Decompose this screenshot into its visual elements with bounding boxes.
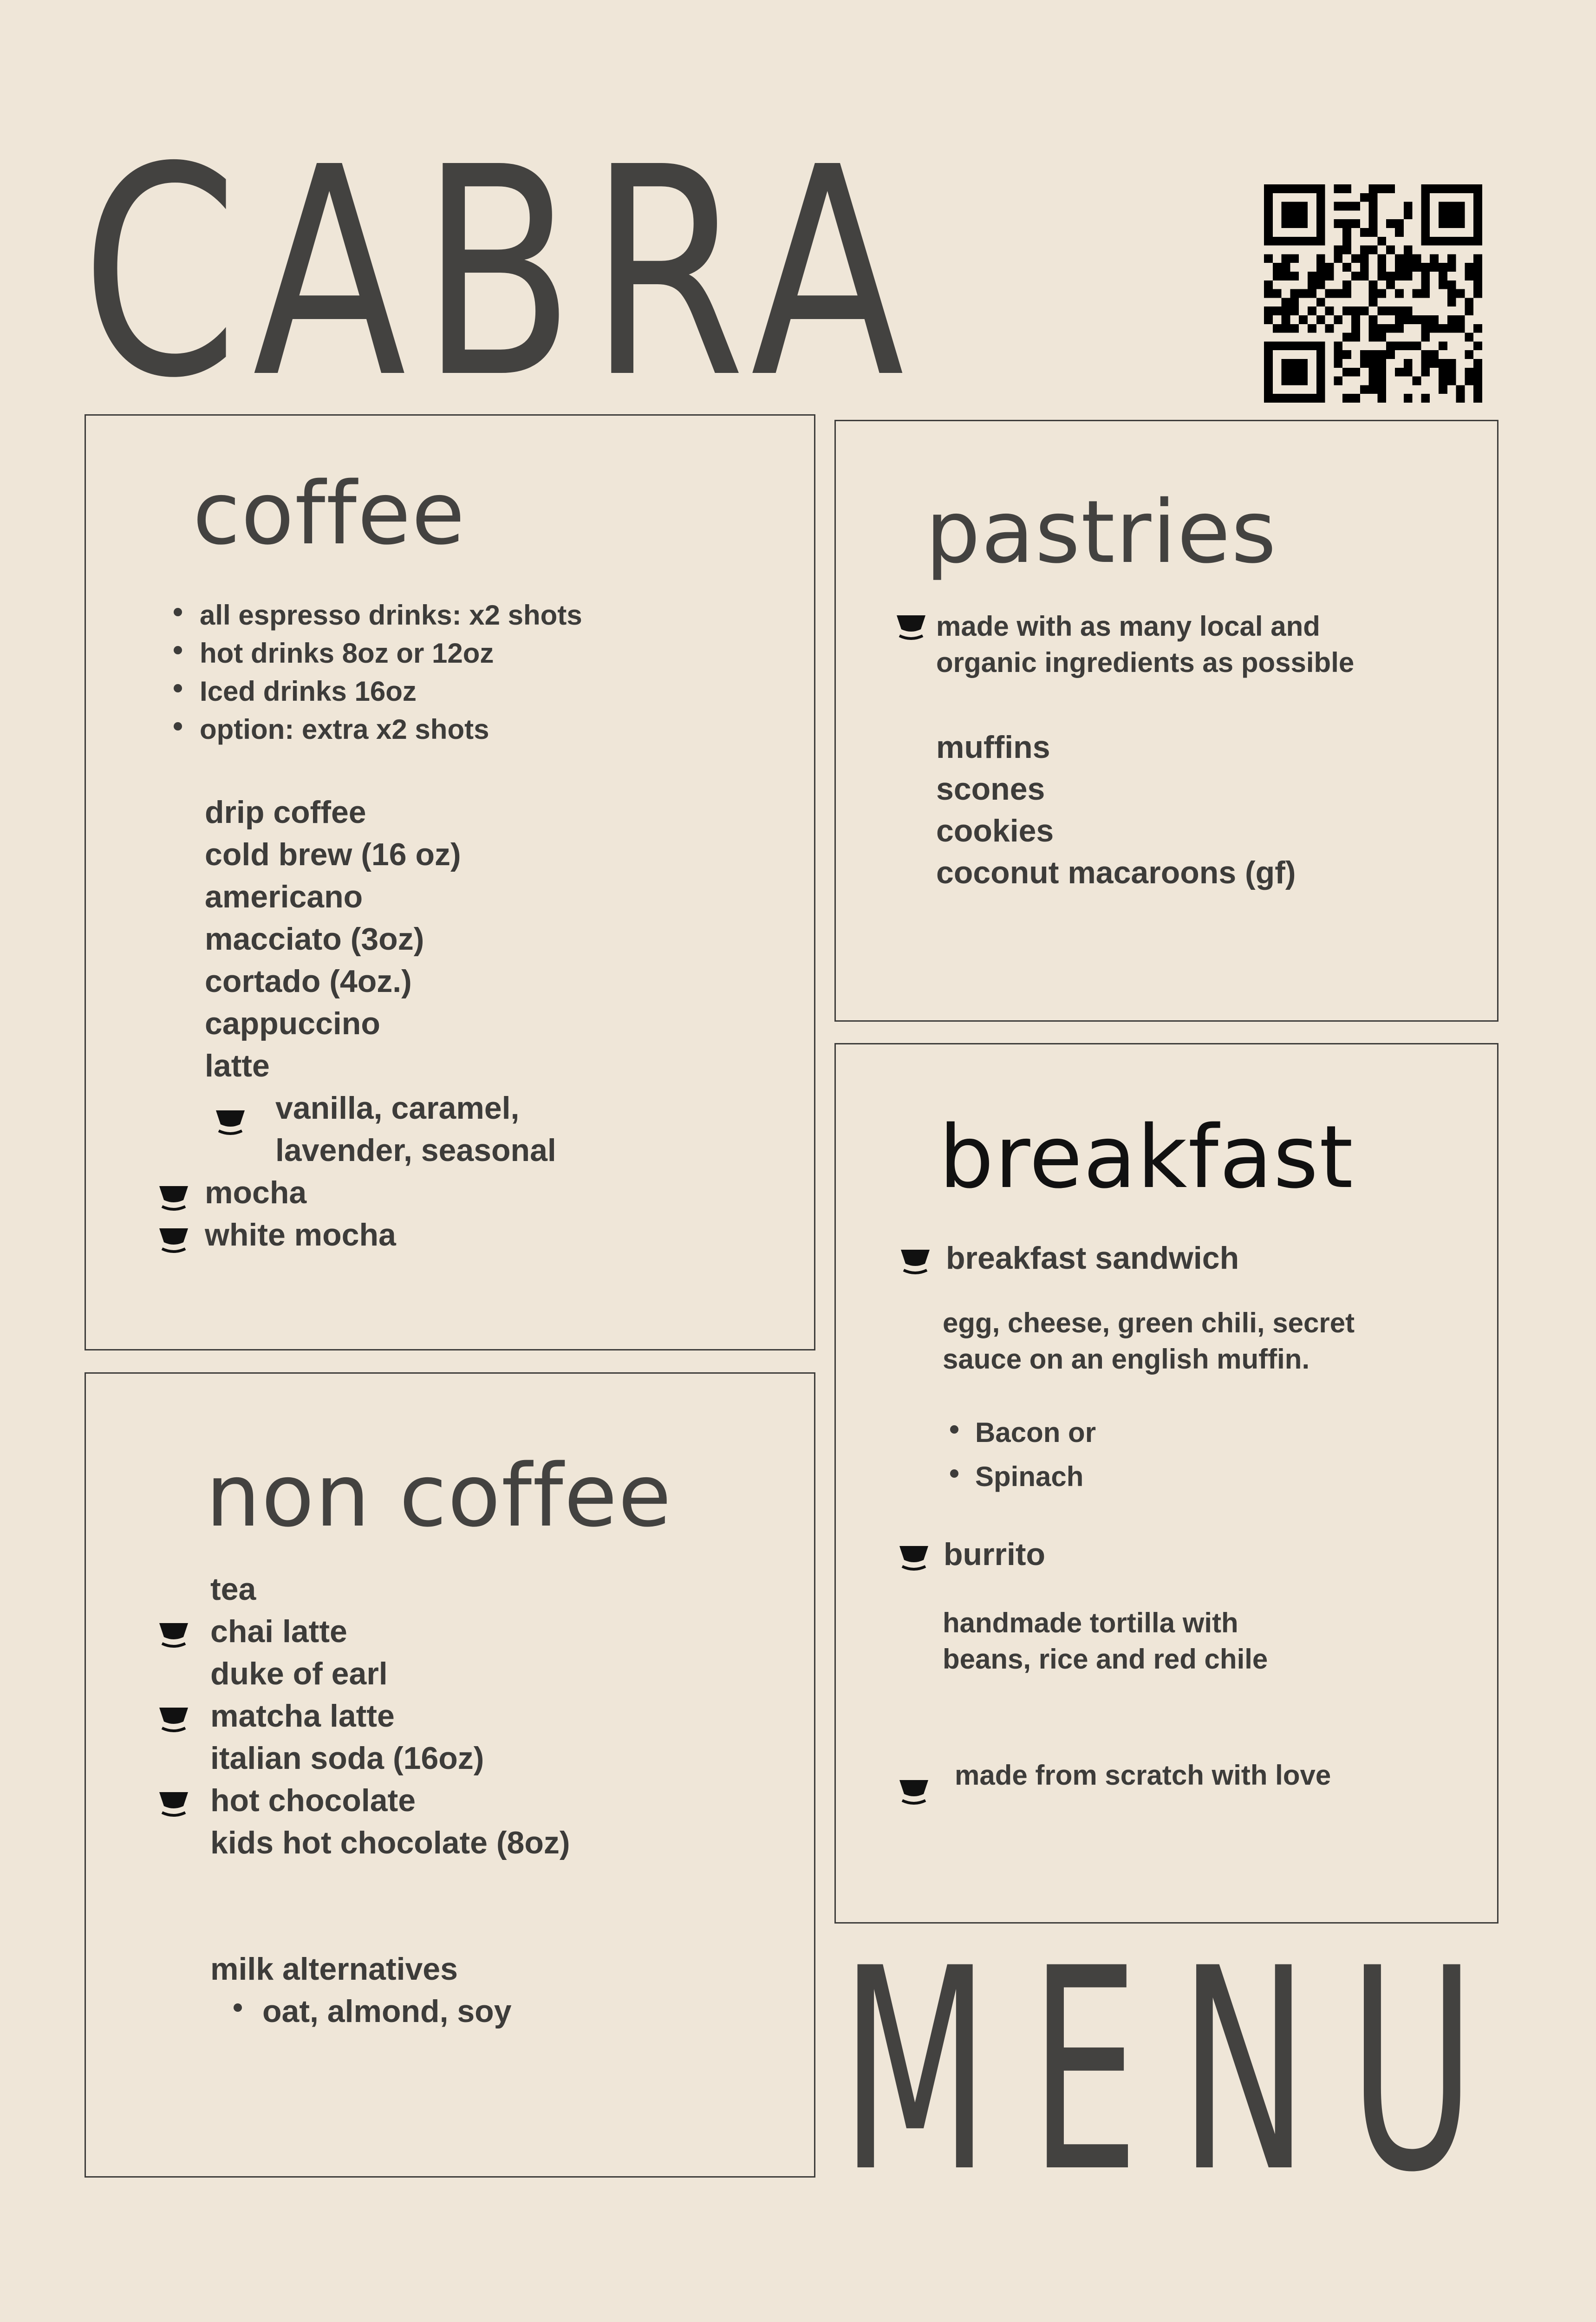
breakfast-heading: breakfast <box>939 1107 1354 1207</box>
pastry-item: cookies <box>936 813 1054 848</box>
bullet-dot <box>950 1425 958 1434</box>
breakfast-sandwich-description: sauce on an english muffin. <box>943 1344 1310 1375</box>
non-coffee-item: matcha latte <box>210 1698 395 1734</box>
coffee-cup-icon <box>898 1543 930 1572</box>
coffee-item: drip coffee <box>205 795 366 830</box>
menu-title: CABRA <box>81 106 919 441</box>
coffee-note: hot drinks 8oz or 12oz <box>200 638 494 669</box>
bullet-dot <box>950 1469 958 1478</box>
coffee-cup-icon <box>157 1620 190 1649</box>
breakfast-panel <box>834 1043 1498 1924</box>
non-coffee-heading: non coffee <box>206 1445 672 1546</box>
pastries-note: organic ingredients as possible <box>936 647 1355 678</box>
non-coffee-item: chai latte <box>210 1614 347 1649</box>
latte-flavors: vanilla, caramel, <box>275 1090 520 1126</box>
pastries-panel <box>834 420 1498 1022</box>
non-coffee-item: duke of earl <box>210 1656 388 1691</box>
breakfast-sandwich-title: breakfast sandwich <box>946 1240 1239 1276</box>
coffee-heading: coffee <box>193 463 466 564</box>
pastry-item: coconut macaroons (gf) <box>936 855 1296 890</box>
pastries-heading: pastries <box>925 482 1277 582</box>
coffee-cup-icon <box>898 1777 930 1806</box>
coffee-cup-icon <box>899 1247 932 1276</box>
burrito-description: beans, rice and red chile <box>943 1644 1268 1675</box>
sandwich-option: Spinach <box>975 1461 1084 1492</box>
coffee-cup-icon <box>895 613 927 641</box>
bullet-dot <box>174 646 182 654</box>
non-coffee-item: tea <box>210 1572 256 1607</box>
coffee-item: macciato (3oz) <box>205 921 424 957</box>
non-coffee-item: kids hot chocolate (8oz) <box>210 1825 570 1860</box>
coffee-item: americano <box>205 879 363 914</box>
breakfast-sandwich-description: egg, cheese, green chili, secret <box>943 1307 1355 1338</box>
menu-footer-title: MENU <box>840 1909 1516 2233</box>
pastries-note: made with as many local and <box>936 611 1320 642</box>
coffee-item: cold brew (16 oz) <box>205 837 461 872</box>
bullet-dot <box>234 2003 242 2012</box>
latte-flavors: lavender, seasonal <box>275 1133 556 1168</box>
coffee-item: latte <box>205 1048 270 1083</box>
non-coffee-panel <box>85 1372 815 2178</box>
coffee-item: white mocha <box>205 1217 396 1252</box>
qr-code-icon[interactable] <box>1264 184 1482 403</box>
coffee-note: all espresso drinks: x2 shots <box>200 600 582 631</box>
coffee-panel <box>85 414 815 1350</box>
coffee-item: cappuccino <box>205 1006 380 1041</box>
coffee-note: option: extra x2 shots <box>200 714 489 745</box>
non-coffee-item: italian soda (16oz) <box>210 1741 484 1776</box>
coffee-cup-icon <box>157 1226 190 1254</box>
bullet-dot <box>174 684 182 692</box>
milk-alternatives-title: milk alternatives <box>210 1951 458 1987</box>
sandwich-option: Bacon or <box>975 1417 1096 1448</box>
non-coffee-item: hot chocolate <box>210 1783 416 1818</box>
pastry-item: scones <box>936 771 1045 807</box>
coffee-cup-icon <box>157 1183 190 1212</box>
coffee-note: Iced drinks 16oz <box>200 676 417 707</box>
pastry-item: muffins <box>936 730 1050 765</box>
coffee-cup-icon <box>214 1108 247 1136</box>
coffee-item: cortado (4oz.) <box>205 964 412 999</box>
coffee-cup-icon <box>157 1789 190 1818</box>
milk-alternatives-options: oat, almond, soy <box>262 1994 512 2029</box>
bullet-dot <box>174 608 182 616</box>
burrito-title: burrito <box>944 1537 1046 1572</box>
coffee-cup-icon <box>157 1705 190 1734</box>
burrito-description: handmade tortilla with <box>943 1607 1238 1638</box>
coffee-item: mocha <box>205 1175 307 1210</box>
breakfast-footnote: made from scratch with love <box>955 1760 1331 1791</box>
bullet-dot <box>174 722 182 731</box>
